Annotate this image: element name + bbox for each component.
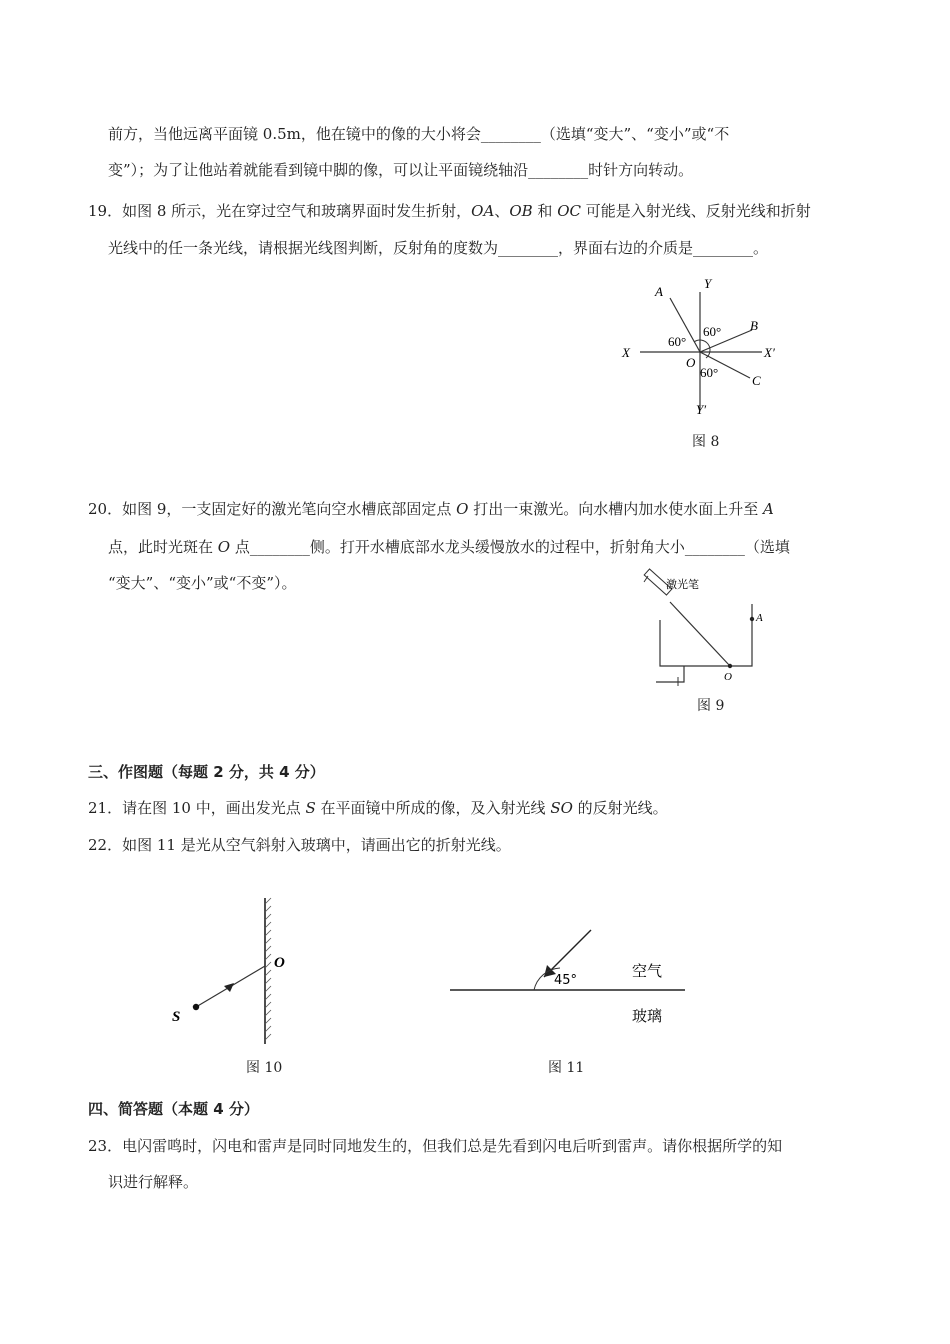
q20-line1 xyxy=(88,499,774,519)
fig11-caption: 图 11 xyxy=(548,1060,585,1076)
fig10-label-o: O xyxy=(274,955,285,971)
q18-line2: 变”）；为了让他站着就能看到镜中脚的像，可以让平面镜绕轴沿________时针方向转动。 xyxy=(108,161,694,179)
q21-text-a: 21．请在图 10 中，画出发光点 xyxy=(88,799,306,817)
fig10-caption: 图 10 xyxy=(246,1060,283,1076)
fig9-point-o-dot xyxy=(728,664,732,668)
fig9-caption: 图 9 xyxy=(697,698,725,714)
q20-o2: O xyxy=(217,538,231,556)
fig8-label-b: B xyxy=(750,318,758,333)
figure-11 xyxy=(440,920,700,1040)
fig10-label-s: S xyxy=(172,1009,181,1025)
q19-and: 和 xyxy=(532,202,558,220)
fig10-mirror-hatching xyxy=(265,898,271,1040)
q22: 22．如图 11 是光从空气斜射入玻璃中，请画出它的折射光线。 xyxy=(88,836,511,854)
q20-a: A xyxy=(763,500,774,518)
fig11-glass: 玻璃 xyxy=(632,1007,663,1025)
q21-text-b: 在平面镜中所成的像，及入射光线 xyxy=(315,799,551,817)
figure-9 xyxy=(640,574,780,694)
fig8-label-x: X xyxy=(622,345,630,360)
fig9-point-a-dot xyxy=(750,617,754,621)
fig9-label-a: A xyxy=(756,612,763,624)
section4-heading: 四、简答题（本题 4 分） xyxy=(88,1100,259,1118)
q19-text-a: 19．如图 8 所示，光在穿过空气和玻璃界面时发生折射， xyxy=(88,202,472,220)
q21-text-c: 的反射光线。 xyxy=(572,799,668,817)
fig8-label-x-prime: X′ xyxy=(764,345,775,360)
q21-so: SO xyxy=(550,799,573,817)
section3-heading: 三、作图题（每题 2 分，共 4 分） xyxy=(88,763,325,781)
q20-text-c: 点，此时光斑在 xyxy=(108,538,218,556)
fig9-label-o: O xyxy=(724,671,732,683)
q20-text-d: 点________侧。打开水槽底部水龙头缓慢放水的过程中，折射角大小________（选填 xyxy=(230,538,790,556)
fig8-label-y-prime: Y′ xyxy=(696,402,707,417)
fig9-tank xyxy=(660,604,752,666)
q18-line1: 前方，当他远离平面镜 0.5m，他在镜中的像的大小将会________（选填“变大”、“变小”或“不 xyxy=(108,125,730,143)
figure-10 xyxy=(160,894,310,1054)
q19-sep: 、 xyxy=(494,202,510,220)
fig11-air: 空气 xyxy=(632,962,663,980)
fig8-angle-lower: 60° xyxy=(700,365,719,380)
fig8-angle-upper-right: 60° xyxy=(703,324,722,339)
q20-o1: O xyxy=(456,500,469,518)
fig9-laser-label: 激光笔 xyxy=(666,578,699,591)
fig8-label-c: C xyxy=(752,373,761,388)
q19-oc: OC xyxy=(557,202,581,220)
q23-line1: 23．电闪雷鸣时，闪电和雷声是同时同地发生的，但我们总是先看到闪电后听到雷声。请你根据所学的知 xyxy=(88,1137,783,1155)
fig8-angle-left: 60° xyxy=(668,334,687,349)
figure-8 xyxy=(610,270,810,430)
q19-ob: OB xyxy=(509,202,533,220)
fig8-caption: 图 8 xyxy=(692,434,720,450)
fig8-label-a: A xyxy=(655,284,663,299)
q21 xyxy=(88,798,668,818)
fig9-laser-beam xyxy=(670,602,730,666)
fig8-label-y: Y xyxy=(704,276,712,291)
fig10-ray-arrow xyxy=(224,983,234,992)
q20-text-b: 打出一束激光。向水槽内加水使水面上升至 xyxy=(468,500,764,518)
q20-text-a: 20．如图 9，一支固定好的激光笔向空水槽底部固定点 xyxy=(88,500,457,518)
q21-s: S xyxy=(305,799,316,817)
q19-line2: 光线中的任一条光线，请根据光线图判断，反射角的度数为________，界面右边的介质是________。 xyxy=(108,239,769,257)
q19-line1 xyxy=(88,201,811,221)
q19-text-b: 可能是入射光线、反射光线和折射 xyxy=(580,202,811,220)
q20-line2 xyxy=(108,537,790,557)
q20-line3: “变大”、“变小”或“不变”）。 xyxy=(108,574,297,592)
fig10-point-s xyxy=(193,1004,199,1010)
q23-line2: 识进行解释。 xyxy=(108,1173,199,1191)
fig8-label-o: O xyxy=(686,355,696,370)
fig9-faucet xyxy=(656,666,684,682)
q19-oa: OA xyxy=(471,202,495,220)
fig11-angle: 45° xyxy=(554,973,578,988)
